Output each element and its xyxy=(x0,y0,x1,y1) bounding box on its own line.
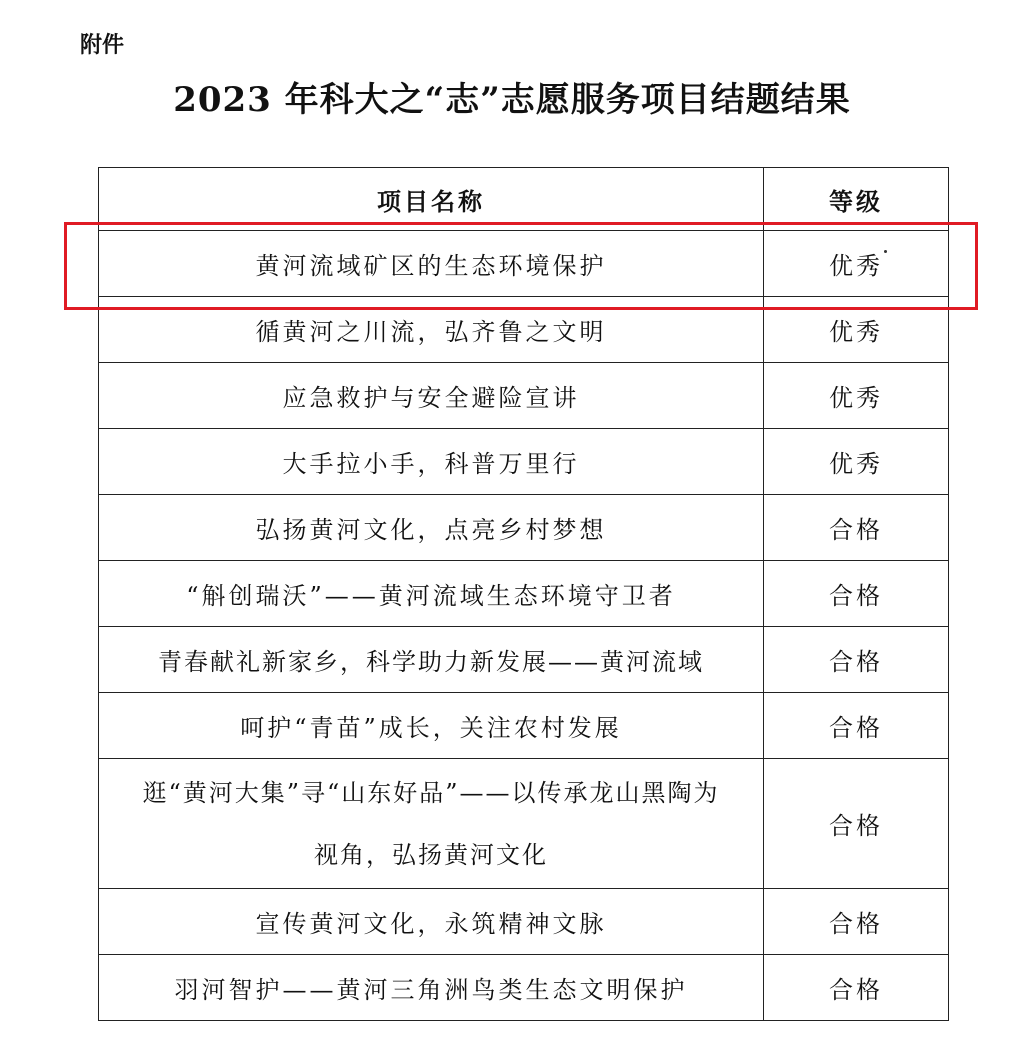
table-row xyxy=(99,363,949,429)
project-grade: 合格 xyxy=(764,561,949,627)
project-name: 呵护“青苗”成长，关注农村发展 xyxy=(99,693,764,759)
stray-dot xyxy=(884,250,887,253)
header-grade: 等级 xyxy=(764,168,949,231)
project-grade: 合格 xyxy=(764,889,949,955)
attachment-label: 附件 xyxy=(80,33,125,58)
table-row xyxy=(99,627,949,693)
project-grade: 合格 xyxy=(764,955,949,1021)
project-name: 循黄河之川流，弘齐鲁之文明 xyxy=(99,297,764,363)
table-header-row xyxy=(99,168,949,231)
project-name: 大手拉小手，科普万里行 xyxy=(99,429,764,495)
project-grade: 合格 xyxy=(764,759,949,889)
table-row xyxy=(99,693,949,759)
table-row xyxy=(99,955,949,1021)
table-row xyxy=(99,231,949,297)
project-name: 羽河智护——黄河三角洲鸟类生态文明保护 xyxy=(99,955,764,1021)
project-grade: 合格 xyxy=(764,627,949,693)
project-name: 弘扬黄河文化，点亮乡村梦想 xyxy=(99,495,764,561)
project-grade: 优秀 xyxy=(764,297,949,363)
project-name xyxy=(99,759,764,889)
project-name: “斛创瑞沃”——黄河流域生态环境守卫者 xyxy=(99,561,764,627)
project-name: 应急救护与安全避险宣讲 xyxy=(99,363,764,429)
table-row xyxy=(99,759,949,889)
document-title: 2023 年科大之“志”志愿服务项目结题结果 xyxy=(173,80,851,120)
table-row xyxy=(99,889,949,955)
project-name: 黄河流域矿区的生态环境保护 xyxy=(99,231,764,297)
project-grade: 合格 xyxy=(764,495,949,561)
project-name: 宣传黄河文化，永筑精神文脉 xyxy=(99,889,764,955)
project-grade: 合格 xyxy=(764,693,949,759)
project-grade: 优秀 xyxy=(764,363,949,429)
results-table xyxy=(98,167,949,1021)
table-row xyxy=(99,429,949,495)
project-grade: 优秀 xyxy=(764,429,949,495)
table-row xyxy=(99,561,949,627)
table-row xyxy=(99,297,949,363)
table-row xyxy=(99,495,949,561)
header-project-name: 项目名称 xyxy=(99,168,764,231)
project-name-line2: 视角，弘扬黄河文化 xyxy=(314,840,548,869)
project-name: 青春献礼新家乡，科学助力新发展——黄河流域 xyxy=(99,627,764,693)
project-grade: 优秀 xyxy=(764,231,949,297)
project-name-line1: 逛“黄河大集”寻“山东好品”——以传承龙山黑陶为 xyxy=(142,778,720,807)
